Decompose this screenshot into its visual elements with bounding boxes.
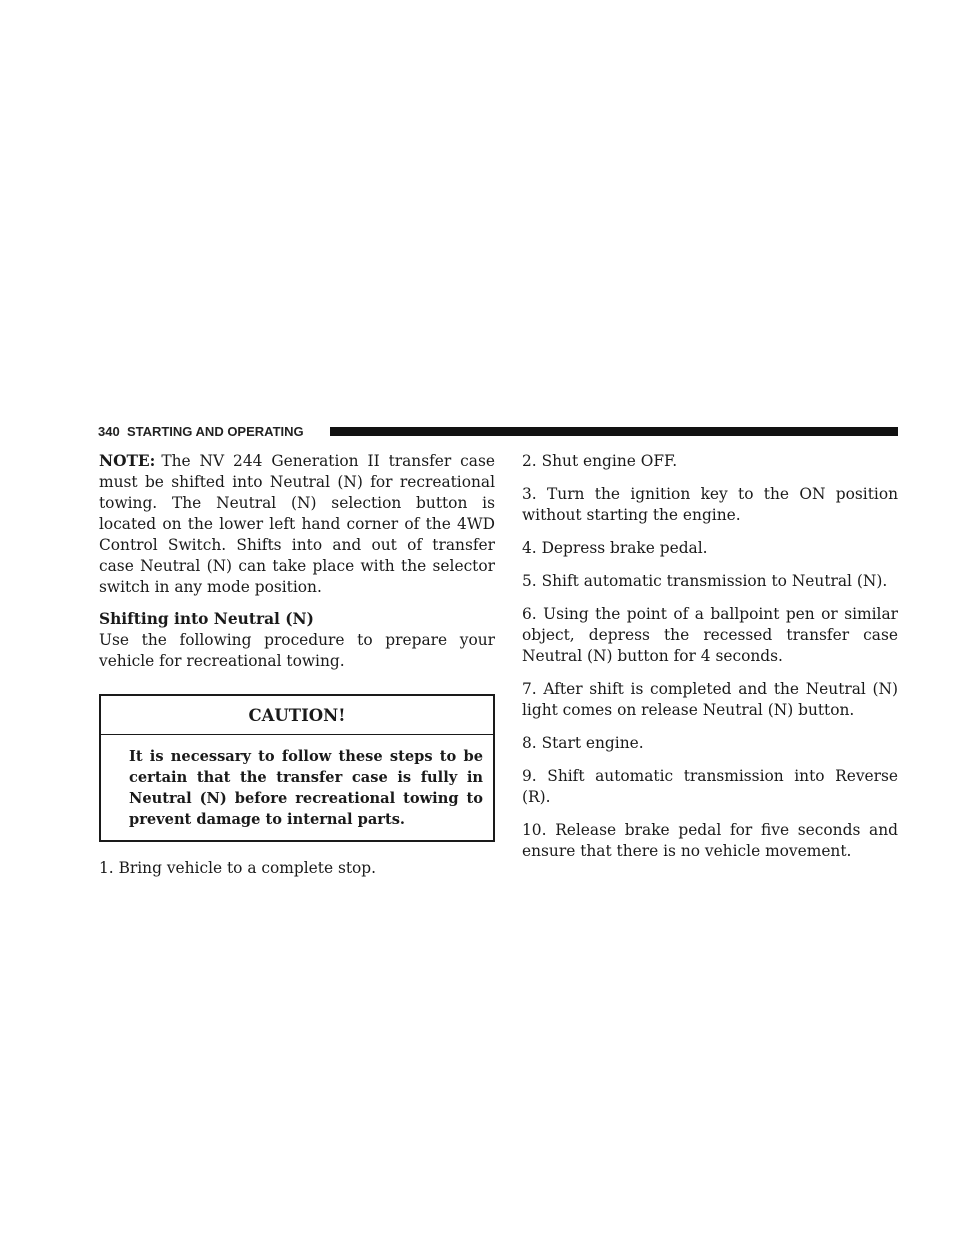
note-paragraph: [99, 451, 495, 598]
step-item: 7. After shift is completed and the Neutral (N) light comes on release Neutral (N) button.: [522, 680, 898, 719]
page-header: [98, 424, 898, 440]
page-header-text: [98, 424, 310, 440]
intro-paragraph: Use the following procedure to prepare your vehicle for recreational towing.: [99, 631, 495, 670]
step-item: 3. Turn the ignition key to the ON position without starting the engine.: [522, 485, 898, 524]
note-text: The NV 244 Generation II transfer case must be shifted into Neutral (N) for recreational towing. The Neutral (N) selection button is located on the lower left hand corner of the 4WD Control Switch. Shifts into and out of transfer case Neutral (N) can take place with the selector switch in any mode position.: [99, 452, 495, 596]
caution-box: [99, 694, 495, 842]
step-item: 6. Using the point of a ballpoint pen or similar object, depress the recessed transfer case Neutral (N) button for 4 seconds.: [522, 605, 898, 665]
step-item: 10. Release brake pedal for five seconds and ensure that there is no vehicle movement.: [522, 821, 898, 860]
step-item: 8. Start engine.: [522, 734, 644, 752]
right-column: [522, 451, 898, 874]
page-number: 340: [98, 424, 120, 439]
step-item: 4. Depress brake pedal.: [522, 539, 708, 557]
section-subheading: Shifting into Neutral (N): [99, 610, 314, 628]
caution-title: CAUTION!: [101, 696, 493, 735]
step-item: 2. Shut engine OFF.: [522, 452, 678, 470]
note-label: NOTE:: [99, 452, 156, 470]
caution-body: It is necessary to follow these steps to be certain that the transfer case is fully in Neutral (N) before recreational towing to prevent damage to internal parts.: [129, 748, 483, 828]
header-rule: [330, 427, 898, 436]
left-column: [99, 451, 495, 891]
section-title: STARTING AND OPERATING: [126, 424, 304, 439]
step-item: 9. Shift automatic transmission into Reverse (R).: [522, 767, 898, 806]
step-item: 5. Shift automatic transmission to Neutral (N).: [522, 572, 888, 590]
step-item: 1. Bring vehicle to a complete stop.: [99, 859, 377, 877]
